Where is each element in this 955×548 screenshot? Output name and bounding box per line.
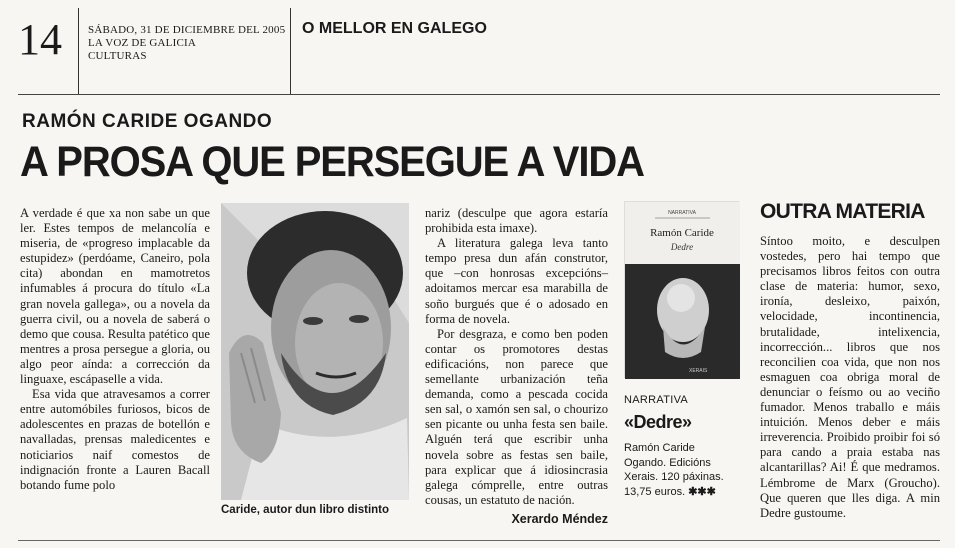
author-portrait-image <box>221 203 409 500</box>
book-cover-art <box>625 202 740 379</box>
page-number: 14 <box>18 15 62 64</box>
rating-stars: ✱✱✱ <box>688 485 716 498</box>
cover-author: Ramón Caride <box>650 227 714 239</box>
dateline-date: SÁBADO, 31 DE DICIEMBRE DEL 2005 <box>88 24 286 36</box>
section-title: O MELLOR EN GALEGO <box>302 20 487 37</box>
cover-publisher: XERAIS <box>689 368 708 374</box>
cover-genre: NARRATIVA <box>668 210 696 216</box>
sidebar-title: OUTRA MATERIA <box>760 200 925 223</box>
book-genre: NARRATIVA <box>624 394 689 406</box>
article-column-2 <box>425 206 608 527</box>
article-headline: A PROSA QUE PERSEGUE A VIDA <box>20 138 644 186</box>
dateline <box>88 24 285 63</box>
paragraph: Síntoo moito, e desculpen vostedes, pero hai tempo que precisamos libros feitos con outra clase de materia: humor, sexo, ironía, desleixo, paixón, velocidade, incontinencia, brutalidade, intelixencia, incorrección... libros que nos reconcilien coa vida, que non nos esmaguen coa obriga moral de denunciar o feísmo ou ao veciño fumador. Menos traballo e máis intuición. Menos deber e máis irreverencia. Proibido proibir foi só para cando a praia estaba nas alcantarillas? Ai! É que medramos. Lémbrome de Marx (Groucho). Que queren que lles diga. A min Dedre gustoume. <box>760 234 940 520</box>
paragraph: A literatura galega leva tanto tempo presa dun afán construtor, que –con honrosas excepcións– adoitamos mercar esa marabilla de soño burgués que é o adosado en forma de novela. <box>425 236 608 326</box>
book-details <box>624 394 754 499</box>
paragraph: Por desgraza, e como ben poden contar os promotores destas edificacións, non parece que semellante urbanización teña demanda, como a pescada cocida sen sal, o xamón sen sal, o chourizo sen picante ou unha festa sen baile. Alguén terá que escribir unha novela sobre as festas sen baile, para explicar que á idiosincrasia galega cómprelle, entre outras cousas, un estatuto de nación. <box>425 326 608 507</box>
author-photo <box>221 203 409 500</box>
paragraph: nariz (desculpe que agora estaría prohibida esta imaxe). <box>425 206 608 236</box>
top-rule <box>18 94 940 95</box>
header-divider <box>78 8 79 94</box>
dateline-newspaper: LA VOZ DE GALICIA <box>88 37 196 49</box>
article-author: RAMÓN CARIDE OGANDO <box>22 111 273 132</box>
bottom-rule <box>18 540 940 541</box>
dateline-section: CULTURAS <box>88 50 147 62</box>
book-info-line: Xerais. 120 páxinas. <box>624 471 724 483</box>
book-info-line <box>624 485 754 500</box>
paragraph: A verdade é que xa non sabe un que ler. Estes tempos de melancolía e miseria, de «progreso implacable da estupidez» (perdóame, Caneiro, pola cita) abondan en mamotretos infumables á procura do título «La gran novela gallega», ou a novela da guerra civil, ou a novela de saberá o demo que cousa. Resulta patético que mentres a prosa persegue a gloria, ou algo peor aínda: a corrección da linguaxe, escápaselle a vida. <box>20 206 210 387</box>
photo-caption: Caride, autor dun libro distinto <box>221 504 390 516</box>
header-divider <box>290 8 291 94</box>
book-title: «Dedre» <box>624 412 692 432</box>
article-signature: Xerardo Méndez <box>511 511 608 526</box>
sidebar-text <box>760 234 940 521</box>
article-column-1 <box>20 206 210 493</box>
cover-title: Dedre <box>670 242 694 252</box>
book-info-line: Ogando. Edicións <box>624 456 711 469</box>
book-info <box>624 441 754 499</box>
paragraph: Esa vida que atravesamos a correr entre automóbiles furiosos, bicos de adolescentes en prazas de botellón e navalladas, prensas maledicentes e noticiarios naif comestos de indignación fronte a Lauren Bacall botando fume polo <box>20 387 210 492</box>
book-info-line: Ramón Caride <box>624 442 695 454</box>
book-cover <box>624 201 739 378</box>
book-price: 13,75 euros. <box>624 485 686 498</box>
